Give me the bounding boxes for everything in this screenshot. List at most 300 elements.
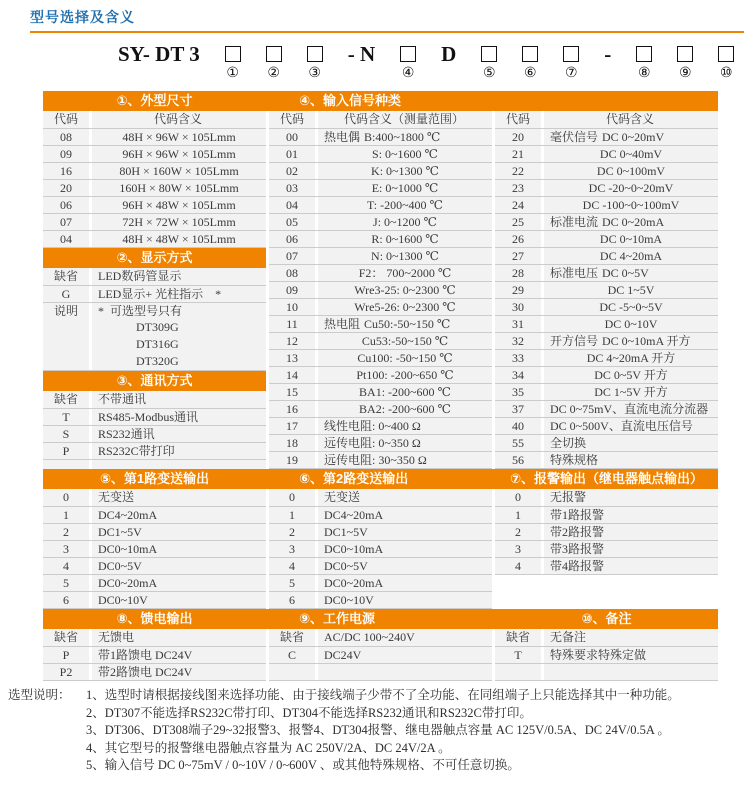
table-row — [43, 268, 266, 285]
meaning-cell: 特殊规格 — [544, 452, 718, 468]
code-cell: 09 — [43, 146, 89, 162]
meaning-cell: 带1路报警 — [544, 507, 718, 523]
meaning-cell: * 可选型号只有 — [92, 303, 266, 319]
meaning-cell: AC/DC 100~240V — [318, 629, 492, 646]
meaning-cell: 代码含义 — [544, 111, 718, 128]
table-row — [495, 264, 718, 281]
model-box — [718, 46, 734, 62]
code-cell: 代码 — [43, 111, 89, 128]
table-row — [269, 349, 492, 366]
meaning-cell: DC 1~5V — [544, 282, 718, 298]
circle-number: ⑨ — [679, 66, 692, 81]
model-text: - N — [347, 42, 376, 66]
left-column-filler — [43, 460, 266, 469]
table-row — [495, 196, 718, 213]
meaning-cell: 标准电流 DC 0~20mA — [544, 214, 718, 230]
meaning-cell: 特殊要求特殊定做 — [544, 647, 718, 663]
table-row — [43, 213, 266, 230]
table-row — [495, 523, 718, 540]
selection-notes — [8, 687, 744, 775]
model-box-slot — [225, 43, 241, 82]
code-cell: 03 — [269, 180, 315, 196]
meaning-cell: DC0~5V — [318, 558, 492, 574]
meaning-cell: E: 0~1000 ℃ — [318, 180, 492, 196]
code-cell: 21 — [495, 146, 541, 162]
code-cell: 3 — [43, 541, 89, 557]
code-cell: 06 — [43, 197, 89, 213]
table-row — [269, 523, 492, 540]
model-box-slot — [677, 43, 693, 82]
meaning-cell: 热电阻 Cu50:-50~150 ℃ — [318, 316, 492, 332]
meaning-cell: BA2: -200~600 ℃ — [318, 401, 492, 417]
meaning-cell: DC -100~0~100mV — [544, 197, 718, 213]
table-row — [269, 557, 492, 574]
table-outer-dimensions — [43, 111, 266, 248]
table-row — [43, 319, 266, 336]
model-box-slot — [718, 43, 734, 82]
meaning-cell: DC0~10V — [92, 592, 266, 608]
code-cell: 08 — [269, 265, 315, 281]
page-title: 型号选择及含义 — [30, 9, 135, 25]
meaning-cell: DC1~5V — [318, 524, 492, 540]
table-row — [495, 489, 718, 506]
table-row — [43, 145, 266, 162]
column-right — [495, 111, 718, 469]
code-cell: 07 — [43, 214, 89, 230]
table-row — [43, 302, 266, 319]
meaning-cell: 72H × 72W × 105Lmm — [92, 214, 266, 230]
section-header-spacer — [495, 91, 718, 111]
table-row — [269, 128, 492, 145]
table-header-row — [495, 111, 718, 128]
meaning-cell: 远传电阻: 0~350 Ω — [318, 435, 492, 451]
model-text: D — [441, 42, 457, 66]
code-cell: 04 — [269, 197, 315, 213]
code-cell: 说明 — [43, 303, 89, 319]
table-row — [269, 162, 492, 179]
code-cell: 19 — [269, 452, 315, 468]
code-cell: 23 — [495, 180, 541, 196]
code-cell: 0 — [495, 489, 541, 506]
code-cell: 22 — [495, 163, 541, 179]
table-row — [43, 179, 266, 196]
table-remarks — [495, 629, 718, 681]
meaning-cell: DT320G — [92, 353, 266, 370]
column-left — [43, 111, 266, 469]
meaning-cell: 标准电压 DC 0~5V — [544, 265, 718, 281]
code-cell: 4 — [43, 558, 89, 574]
model-box-slot — [481, 43, 497, 82]
meaning-cell: R: 0~1600 ℃ — [318, 231, 492, 247]
model-box — [225, 46, 241, 62]
code-cell: 1 — [269, 507, 315, 523]
note-item: 2、DT307不能选择RS232C带打印、DT304不能选择RS232通讯和RS232C带打印。 — [86, 705, 532, 720]
code-cell: 35 — [495, 384, 541, 400]
code-cell: 40 — [495, 418, 541, 434]
code-cell: 3 — [269, 541, 315, 557]
meaning-cell: DT309G — [92, 319, 266, 336]
table-row — [495, 349, 718, 366]
code-cell: 缺省 — [495, 629, 541, 646]
table-alarm-output — [495, 489, 718, 575]
circle-number: ⑥ — [524, 66, 537, 81]
meaning-cell: 无备注 — [544, 629, 718, 646]
table-row — [43, 391, 266, 408]
table-row — [43, 557, 266, 574]
code-cell — [43, 336, 89, 353]
table-row — [269, 332, 492, 349]
code-cell: G — [43, 286, 89, 302]
meaning-cell: DC0~10mA — [318, 541, 492, 557]
code-cell: 16 — [43, 163, 89, 179]
table-row — [269, 540, 492, 557]
circle-number: ⑩ — [720, 66, 733, 81]
table-row — [269, 213, 492, 230]
code-cell: 代码 — [495, 111, 541, 128]
meaning-cell: T: -200~400 ℃ — [318, 197, 492, 213]
model-box-slot — [563, 43, 579, 82]
code-cell: 4 — [495, 558, 541, 574]
meaning-cell: DC0~20mA — [92, 575, 266, 591]
meaning-cell: 160H × 80W × 105Lmm — [92, 180, 266, 196]
table-row — [269, 574, 492, 591]
code-cell: 15 — [269, 384, 315, 400]
table-row — [269, 315, 492, 332]
meaning-cell: 96H × 96W × 105Lmm — [92, 146, 266, 162]
circle-number: ④ — [401, 66, 415, 81]
column-right — [495, 629, 718, 681]
model-box-slot — [400, 43, 416, 82]
section-band-comm — [43, 371, 266, 391]
table-row — [495, 230, 718, 247]
code-cell: 17 — [269, 418, 315, 434]
meaning-cell: K: 0~1300 ℃ — [318, 163, 492, 179]
section-header-dimensions: ①、外型尺寸 — [116, 93, 193, 108]
table-row — [269, 366, 492, 383]
section-header-communication: ③、通讯方式 — [116, 373, 193, 388]
code-cell: 2 — [43, 524, 89, 540]
table-row — [269, 230, 492, 247]
table-row — [43, 230, 266, 247]
column-middle — [269, 489, 492, 609]
code-cell: 14 — [269, 367, 315, 383]
table-row — [495, 540, 718, 557]
table-row — [495, 366, 718, 383]
table-row — [495, 646, 718, 663]
table-row — [269, 383, 492, 400]
code-cell: 24 — [495, 197, 541, 213]
code-cell: 11 — [269, 316, 315, 332]
column-middle — [269, 629, 492, 681]
meaning-cell: 热电偶 B:400~1800 ℃ — [318, 129, 492, 145]
code-cell: 18 — [269, 435, 315, 451]
meaning-cell: DC0~5V — [92, 558, 266, 574]
meaning-cell: DC 0~500V、直流电压信号 — [544, 418, 718, 434]
meaning-cell: 毫伏信号 DC 0~20mV — [544, 129, 718, 145]
code-cell: P — [43, 443, 89, 459]
code-cell: 6 — [269, 592, 315, 608]
table-row — [269, 179, 492, 196]
code-cell: 02 — [269, 163, 315, 179]
code-cell: 20 — [43, 180, 89, 196]
meaning-cell: DC 1~5V 开方 — [544, 384, 718, 400]
table-row — [495, 315, 718, 332]
table-row — [43, 591, 266, 608]
code-cell: 1 — [495, 507, 541, 523]
notes-items — [86, 687, 744, 775]
meaning-cell: RS485-Modbus通讯 — [92, 409, 266, 425]
meaning-cell: 48H × 96W × 105Lmm — [92, 129, 266, 145]
meaning-cell: DC 0~75mV、直流电流分流器 — [544, 401, 718, 417]
table-row — [43, 663, 266, 680]
code-cell: 29 — [495, 282, 541, 298]
circle-number: ⑤ — [483, 66, 496, 81]
code-cell: 32 — [495, 333, 541, 349]
code-cell: 12 — [269, 333, 315, 349]
table-feed-output — [43, 629, 266, 681]
meaning-cell — [544, 664, 718, 680]
column-left — [43, 489, 266, 609]
code-cell: 33 — [495, 350, 541, 366]
model-code-line — [43, 42, 733, 85]
code-cell: 16 — [269, 401, 315, 417]
meaning-cell: DC -20~0~20mV — [544, 180, 718, 196]
code-cell: 缺省 — [43, 391, 89, 408]
code-cell: 13 — [269, 350, 315, 366]
meaning-cell: Wre3-25: 0~2300 ℃ — [318, 282, 492, 298]
code-cell: 08 — [43, 129, 89, 145]
code-cell: S — [43, 426, 89, 442]
table-row — [495, 557, 718, 574]
meaning-cell: DC4~20mA — [318, 507, 492, 523]
meaning-cell: 96H × 48W × 105Lmm — [92, 197, 266, 213]
note-item: 1、选型时请根据接线图来选择功能、由于接线端子少带不了全功能、在同组端子上只能选择其中一种功能。 — [86, 688, 680, 702]
code-cell: 缺省 — [269, 629, 315, 646]
table-row — [269, 434, 492, 451]
table-row — [43, 506, 266, 523]
meaning-cell: N: 0~1300 ℃ — [318, 248, 492, 264]
section-header-display: ②、显示方式 — [116, 250, 193, 265]
meaning-cell: S: 0~1600 ℃ — [318, 146, 492, 162]
table-row — [269, 451, 492, 468]
model-text: - — [604, 42, 612, 66]
table-row — [495, 145, 718, 162]
meaning-cell: DC0~10mA — [92, 541, 266, 557]
title-rule — [30, 31, 744, 33]
meaning-cell: DC -5~0~5V — [544, 299, 718, 315]
table-row — [495, 629, 718, 646]
code-cell: 26 — [495, 231, 541, 247]
code-cell: 07 — [269, 248, 315, 264]
meaning-cell: 代码含义（测量范围） — [318, 111, 492, 128]
section-band-display — [43, 248, 266, 268]
meaning-cell: 开方信号 DC 0~10mA 开方 — [544, 333, 718, 349]
meaning-cell: 代码含义 — [92, 111, 266, 128]
meaning-cell: Wre5-26: 0~2300 ℃ — [318, 299, 492, 315]
table-row — [43, 336, 266, 353]
meaning-cell: DC0~20mA — [318, 575, 492, 591]
table-row — [495, 162, 718, 179]
meaning-cell: DC 0~10mA — [544, 231, 718, 247]
table-transmit-output-2 — [269, 489, 492, 609]
code-cell: 30 — [495, 299, 541, 315]
code-cell: 25 — [495, 214, 541, 230]
table-row — [269, 196, 492, 213]
table-row — [43, 523, 266, 540]
table-row — [495, 451, 718, 468]
row-c — [43, 629, 718, 681]
code-cell: 5 — [269, 575, 315, 591]
meaning-cell: RS232通讯 — [92, 426, 266, 442]
meaning-cell: 无变送 — [318, 489, 492, 506]
meaning-cell: J: 0~1200 ℃ — [318, 214, 492, 230]
meaning-cell: LED显示+ 光柱指示 * — [92, 286, 266, 302]
code-cell: 3 — [495, 541, 541, 557]
section-header-alarm: ⑦、报警输出（继电器触点输出） — [509, 471, 703, 486]
meaning-cell: 80H × 160W × 105Lmm — [92, 163, 266, 179]
code-cell: 31 — [495, 316, 541, 332]
meaning-cell: DC1~5V — [92, 524, 266, 540]
note-item: 5、输入信号 DC 0~75mV / 0~10V / 0~600V 、或其他特殊规格、不可任意切换。 — [86, 758, 520, 772]
table-row — [495, 281, 718, 298]
meaning-cell: DC0~10V — [318, 592, 492, 608]
model-box — [563, 46, 579, 62]
code-cell — [495, 664, 541, 680]
code-cell: 缺省 — [43, 629, 89, 646]
code-cell: 05 — [269, 214, 315, 230]
code-cell: 27 — [495, 248, 541, 264]
table-row — [269, 247, 492, 264]
table-header-row — [269, 111, 492, 128]
model-box — [677, 46, 693, 62]
column-left — [43, 629, 266, 681]
code-cell: 55 — [495, 435, 541, 451]
model-box-slot — [636, 43, 652, 82]
code-cell: P — [43, 647, 89, 663]
table-row — [43, 646, 266, 663]
table-row — [495, 434, 718, 451]
code-cell: C — [269, 647, 315, 663]
code-cell: 56 — [495, 452, 541, 468]
code-cell: 09 — [269, 282, 315, 298]
table-row — [269, 417, 492, 434]
model-box — [266, 46, 282, 62]
code-cell: 06 — [269, 231, 315, 247]
code-cell: 00 — [269, 129, 315, 145]
table-row — [43, 540, 266, 557]
table-row — [269, 663, 492, 680]
table-row — [495, 332, 718, 349]
code-cell: T — [43, 409, 89, 425]
meaning-cell: 带3路报警 — [544, 541, 718, 557]
meaning-cell: Cu100: -50~150 ℃ — [318, 350, 492, 366]
meaning-cell: DT316G — [92, 336, 266, 353]
meaning-cell: 带2路报警 — [544, 524, 718, 540]
code-cell: 缺省 — [43, 268, 89, 285]
meaning-cell: 不带通讯 — [92, 391, 266, 408]
code-cell: 10 — [269, 299, 315, 315]
meaning-cell: LED数码管显示 — [92, 268, 266, 285]
table-input-signal-right — [495, 111, 718, 469]
table-row — [269, 145, 492, 162]
table-row — [269, 264, 492, 281]
code-cell: 1 — [43, 507, 89, 523]
table-row — [43, 162, 266, 179]
table-row — [495, 298, 718, 315]
meaning-cell: 远传电阻: 30~350 Ω — [318, 452, 492, 468]
code-cell: 04 — [43, 231, 89, 247]
table-row — [269, 489, 492, 506]
table-row — [43, 408, 266, 425]
column-right — [495, 489, 718, 609]
meaning-cell: RS232C带打印 — [92, 443, 266, 459]
code-cell — [43, 353, 89, 370]
meaning-cell: DC 4~20mA 开方 — [544, 350, 718, 366]
table-row — [43, 196, 266, 213]
code-cell: T — [495, 647, 541, 663]
column-middle — [269, 111, 492, 469]
code-cell: 6 — [43, 592, 89, 608]
row-b — [43, 489, 718, 609]
code-cell: P2 — [43, 664, 89, 680]
table-row — [43, 285, 266, 302]
note-item: 4、其它型号的报警继电器触点容量为 AC 250V/2A、DC 24V/2A 。 — [86, 740, 451, 755]
meaning-cell: BA1: -200~600 ℃ — [318, 384, 492, 400]
table-row — [43, 629, 266, 646]
meaning-cell: DC 4~20mA — [544, 248, 718, 264]
table-row — [269, 298, 492, 315]
circle-number: ⑦ — [565, 66, 578, 81]
code-cell — [269, 664, 315, 680]
meaning-cell: DC4~20mA — [92, 507, 266, 523]
table-row — [43, 574, 266, 591]
table-input-signal-left — [269, 111, 492, 469]
code-cell — [43, 319, 89, 336]
code-cell: 28 — [495, 265, 541, 281]
circle-number: ⑧ — [638, 66, 651, 81]
model-box-slot — [266, 43, 282, 82]
code-cell: 01 — [269, 146, 315, 162]
meaning-cell: F2： 700~2000 ℃ — [318, 265, 492, 281]
model-box — [636, 46, 652, 62]
row-a — [43, 111, 718, 469]
table-row — [269, 591, 492, 608]
table-row — [495, 213, 718, 230]
code-cell: 0 — [269, 489, 315, 506]
table-row — [43, 353, 266, 370]
selection-tables — [43, 91, 718, 681]
meaning-cell: DC 0~5V 开方 — [544, 367, 718, 383]
code-cell: 4 — [269, 558, 315, 574]
table-communication — [43, 391, 266, 460]
table-row — [43, 128, 266, 145]
code-cell: 代码 — [269, 111, 315, 128]
table-header-row — [43, 111, 266, 128]
section-header-input-signal: ④、输入信号种类 — [299, 93, 402, 108]
meaning-cell: 无报警 — [544, 489, 718, 506]
meaning-cell: 线性电阻: 0~400 Ω — [318, 418, 492, 434]
section-band-a — [43, 91, 718, 111]
note-item: 3、DT306、DT308端子29~32报警3、报警4、DT304报警、继电器触点容量 AC 125V/0.5A、DC 24V/0.5A 。 — [86, 723, 670, 737]
table-row — [269, 506, 492, 523]
meaning-cell: 无变送 — [92, 489, 266, 506]
model-box-slot — [307, 43, 323, 82]
model-box — [400, 46, 416, 62]
meaning-cell: 带1路馈电 DC24V — [92, 647, 266, 663]
meaning-cell: Cu53:-50~150 ℃ — [318, 333, 492, 349]
section-header-remarks: ⑩、备注 — [581, 611, 632, 626]
table-row — [43, 425, 266, 442]
